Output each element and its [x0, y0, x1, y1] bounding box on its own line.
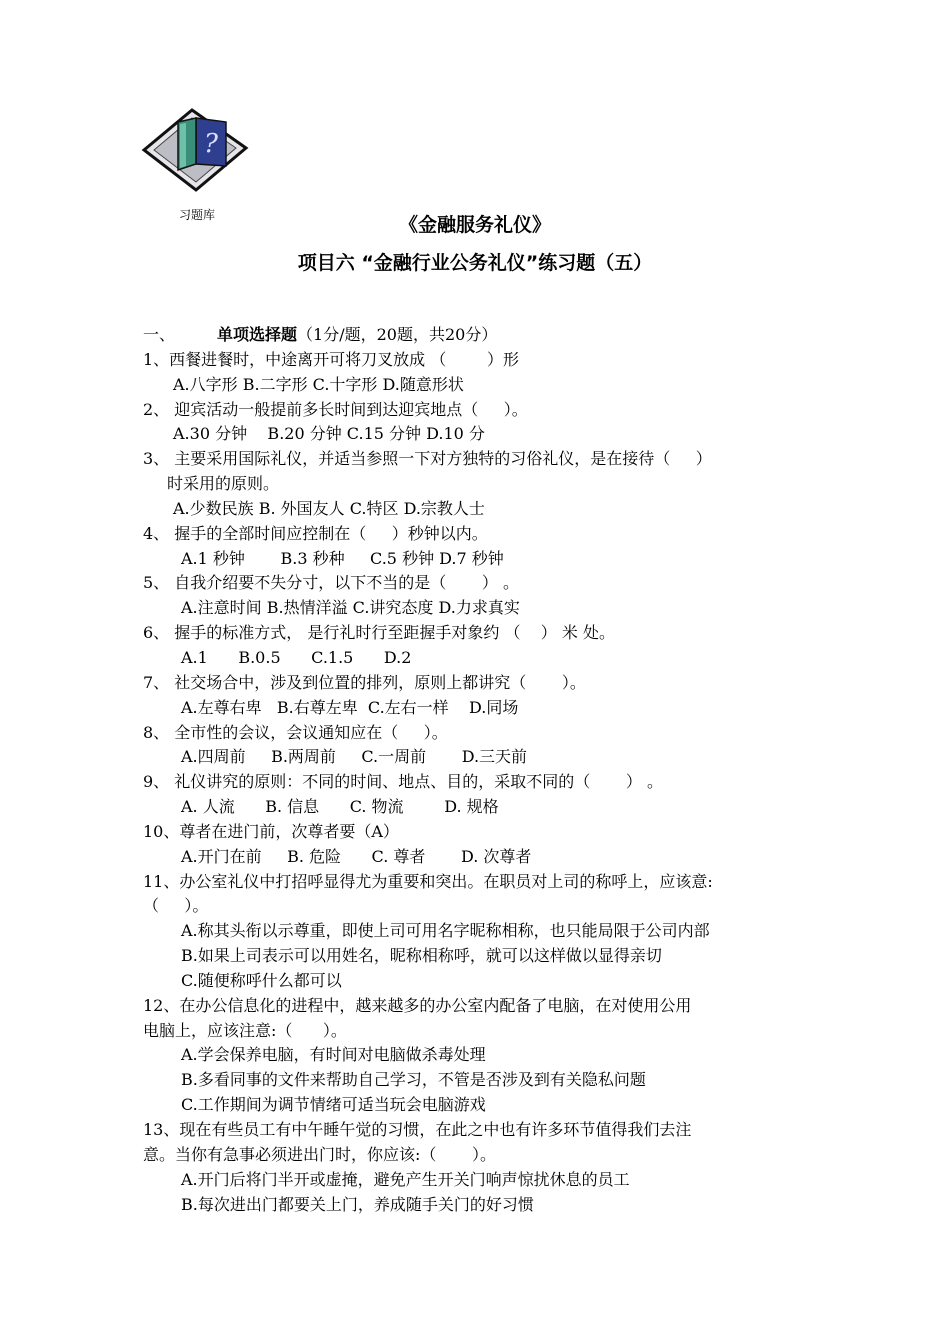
option-line: A.学会保养电脑，有时间对电脑做杀毒处理	[181, 1045, 486, 1065]
option-line: A.1 秒钟 B.3 秒种 C.5 秒钟 D.7 秒钟	[181, 548, 504, 568]
option-line: A. 人流 B. 信息 C. 物流 D. 规格	[181, 797, 499, 817]
option-line: A.开门后将门半开或虚掩，避免产生开关门响声惊扰休息的员工	[181, 1169, 630, 1189]
section-heading	[143, 323, 823, 348]
question-line: 13、现在有些员工有中午睡午觉的习惯，在此之中也有许多环节值得我们去注	[143, 1120, 692, 1139]
option-line: B.多看同事的文件来帮助自己学习，不管是否涉及到有关隐私问题	[181, 1070, 646, 1090]
question-line: 意。当你有急事必须进出门时，你应该:（ ）。	[143, 1144, 496, 1164]
option-line: A.八字形 B.二字形 C.十字形 D.随意形状	[173, 374, 464, 394]
option-line: A.称其头衔以示尊重，即使上司可用名字昵称相称，也只能局限于公司内部	[181, 921, 710, 941]
option-line: A.1 B.0.5 C.1.5 D.2	[181, 647, 412, 667]
question-line: （ ）。	[143, 896, 209, 916]
question-line: 7、 社交场合中，涉及到位置的排列，原则上都讲究（ ）。	[143, 672, 586, 692]
option-line: A.少数民族 B. 外国友人 C.特区 D.宗教人士	[173, 498, 485, 518]
option-line: A.左尊右卑 B.右尊左卑 C.左右一样 D.同场	[181, 697, 519, 717]
document-title: 《金融服务礼仪》	[398, 214, 551, 236]
book-question-icon	[140, 108, 250, 198]
question-line: 4、 握手的全部时间应控制在（ ）秒钟以内。	[143, 523, 488, 543]
option-line: B.每次进出门都要关上门，养成随手关门的好习惯	[181, 1194, 534, 1214]
option-line: A.四周前 B.两周前 C.一周前 D.三天前	[181, 747, 528, 767]
option-line: C.工作期间为调节情绪可适当玩会电脑游戏	[181, 1095, 486, 1115]
question-line: 11、办公室礼仪中打招呼显得尤为重要和突出。在职员对上司的称呼上，应该意:	[143, 871, 713, 891]
question-line: 10、尊者在进门前，次尊者要（A）	[143, 821, 399, 841]
question-line: 8、 全市性的会议，会议通知应在（ ）。	[143, 722, 448, 742]
question-list	[143, 323, 823, 1217]
question-line: 1、西餐进餐时，中途离开可将刀叉放成 （ ）形	[143, 349, 519, 369]
section-title: 单项选择题	[217, 325, 298, 344]
option-line: A.30 分钟 B.20 分钟 C.15 分钟 D.10 分	[173, 424, 485, 444]
question-line: 2、 迎宾活动一般提前多长时间到达迎宾地点（ ）。	[143, 399, 528, 419]
question-line: 电脑上，应该注意:（ ）。	[143, 1020, 347, 1040]
option-line: A.开门在前 B. 危险 C. 尊者 D. 次尊者	[181, 846, 532, 866]
section-number: 一、	[143, 325, 176, 344]
option-line: B.如果上司表示可以用姓名，昵称相称呼，就可以这样做以显得亲切	[181, 946, 662, 966]
option-line: C.随便称呼什么都可以	[181, 970, 342, 990]
document-subtitle: 项目六 “金融行业公务礼仪”练习题（五）	[297, 252, 653, 274]
question-line: 时采用的原则。	[167, 474, 280, 494]
question-line: 5、 自我介绍要不失分寸，以下不当的是（ ） 。	[143, 573, 519, 593]
question-line: 6、 握手的标准方式， 是行礼时行至距握手对象约 （ ） 米 处。	[143, 623, 615, 643]
section-note: （1分/题，20题，共20分）	[297, 325, 498, 344]
svg-text:?: ?	[204, 129, 218, 159]
question-line: 3、 主要采用国际礼仪，并适当参照一下对方独特的习俗礼仪，是在接待（ ）	[143, 449, 712, 469]
option-line: A.注意时间 B.热情洋溢 C.讲究态度 D.力求真实	[181, 598, 520, 618]
question-line: 12、在办公信息化的进程中，越来越多的办公室内配备了电脑，在对使用公用	[143, 995, 692, 1015]
question-line: 9、 礼仪讲究的原则：不同的时间、地点、目的，采取不同的（ ） 。	[143, 772, 663, 792]
logo-label: 习题库	[179, 208, 216, 222]
